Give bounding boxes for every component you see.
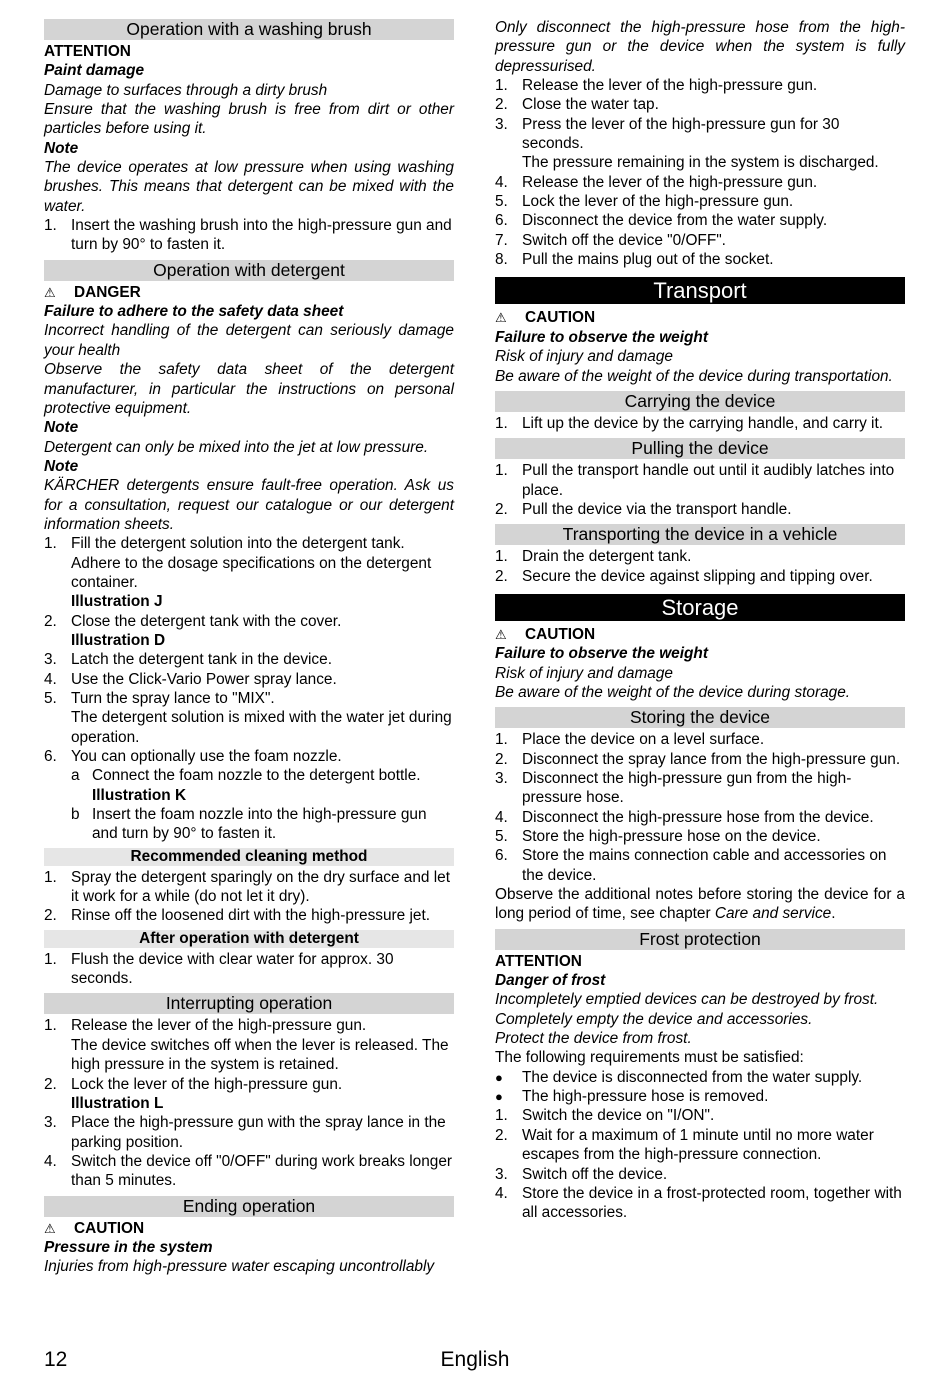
left-column — [44, 18, 454, 1277]
heading-frost: Frost protection — [495, 929, 905, 950]
step-text: Close the detergent tank with the cover. — [71, 612, 342, 630]
measure-text: Completely empty the device and accessories. — [495, 1010, 813, 1028]
list-item — [495, 500, 905, 519]
step-number: 4. — [44, 1152, 57, 1170]
caution-label — [44, 1219, 454, 1238]
storing-note-end: . — [831, 905, 836, 923]
list-item — [495, 1106, 905, 1125]
step-extra: The device switches off when the lever is released. The high pressure in the system is retained. — [71, 1036, 449, 1074]
list-item — [495, 846, 905, 885]
list-item — [495, 750, 905, 769]
list-item — [495, 95, 905, 114]
step-number: 1. — [495, 548, 508, 566]
illustration-ref: Illustration J — [71, 593, 163, 611]
caution-text: CAUTION — [525, 309, 596, 327]
step-text: Use the Click-Vario Power spray lance. — [71, 670, 337, 688]
step-text: Insert the washing brush into the high-pressure gun and turn by 90° to fasten it. — [71, 217, 452, 254]
list-item — [44, 1113, 454, 1152]
illustration-ref: Illustration D — [71, 631, 166, 649]
step-number: 1. — [44, 535, 57, 553]
storing-note-text: Observe the additional notes before storing the device for a long period of time, see chapter — [495, 886, 905, 923]
heading-vehicle: Transporting the device in a vehicle — [495, 524, 905, 545]
warning-triangle-icon: ⚠ — [495, 626, 507, 642]
step-text: Store the mains connection cable and accessories on the device. — [522, 847, 887, 884]
danger-label — [44, 283, 454, 302]
step-number: 3. — [495, 115, 508, 133]
list-item — [495, 250, 905, 269]
illustration-ref: Illustration L — [71, 1094, 164, 1112]
warning-triangle-icon: ⚠ — [495, 310, 507, 326]
step-number: 1. — [495, 414, 508, 432]
bullet-icon: ● — [495, 1089, 503, 1105]
step-number: 1. — [44, 217, 57, 235]
heading-transport: Transport — [495, 277, 905, 304]
step-number: 1. — [44, 950, 57, 968]
note-label: Note — [44, 139, 79, 157]
measure-text: Be aware of the weight of the device during storage. — [495, 683, 851, 701]
list-item — [44, 650, 454, 669]
step-number: 1. — [495, 731, 508, 749]
list-item — [495, 567, 905, 586]
list-item — [44, 670, 454, 689]
list-item — [495, 461, 905, 500]
step-number: 2. — [44, 907, 57, 925]
step-text: Place the device on a level surface. — [522, 731, 765, 749]
list-item — [495, 414, 905, 433]
list-item — [495, 231, 905, 250]
hazard-text: Failure to observe the weight — [495, 328, 708, 346]
step-number: 6. — [44, 748, 57, 766]
heading-after-detergent: After operation with detergent — [44, 930, 454, 948]
list-item — [495, 1184, 905, 1223]
step-number: 3. — [44, 651, 57, 669]
note-text: KÄRCHER detergents ensure fault-free operation. Ask us for a consultation, request our catalogue or our detergent information sheets. — [44, 477, 454, 533]
step-number: 4. — [495, 173, 508, 191]
step-text: Fill the detergent solution into the detergent tank. — [71, 535, 405, 553]
list-item — [495, 827, 905, 846]
step-text: Latch the detergent tank in the device. — [71, 651, 332, 669]
consequence-text: Damage to surfaces through a dirty brush — [44, 81, 328, 99]
step-text: Spray the detergent sparingly on the dry surface and let it work for a while (do not let it dry). — [71, 868, 451, 906]
list-item — [44, 906, 454, 925]
step-number: 2. — [495, 567, 508, 585]
attention-label: ATTENTION — [44, 43, 131, 60]
sub-letter: b — [71, 806, 80, 824]
step-number: 4. — [495, 808, 508, 826]
list-item — [495, 769, 905, 808]
sub-text: Insert the foam nozzle into the high-pressure gun and turn by 90° to fasten it. — [92, 806, 427, 843]
step-text: Switch off the device. — [522, 1165, 668, 1183]
note-text: Detergent can only be mixed into the jet at low pressure. — [44, 438, 429, 456]
illustration-ref: Illustration K — [92, 786, 187, 804]
step-number: 2. — [44, 612, 57, 630]
step-text: Switch off the device "0/OFF". — [522, 231, 726, 249]
step-extra: The pressure remaining in the system is discharged. — [522, 154, 879, 172]
step-text: Press the lever of the high-pressure gun for 30 seconds. — [522, 115, 840, 153]
list-item — [44, 612, 454, 631]
danger-text: DANGER — [74, 283, 141, 301]
bullet-text: The device is disconnected from the water supply. — [522, 1068, 863, 1086]
consequence-text: Risk of injury and damage — [495, 348, 673, 366]
step-text: Turn the spray lance to "MIX". — [71, 690, 275, 707]
step-number: 5. — [495, 193, 508, 211]
step-number: 2. — [495, 1126, 508, 1144]
step-number: 4. — [44, 670, 57, 688]
heading-storing: Storing the device — [495, 707, 905, 728]
list-item — [495, 1087, 905, 1106]
step-text: Lock the lever of the high-pressure gun. — [522, 193, 794, 211]
step-extra: The detergent solution is mixed with the water jet during operation. — [71, 709, 452, 746]
sub-letter: a — [71, 767, 80, 785]
step-number: 1. — [44, 868, 57, 886]
list-item — [495, 115, 905, 154]
list-item — [44, 216, 454, 255]
right-column — [495, 18, 905, 1223]
step-number: 2. — [495, 500, 508, 518]
list-item — [44, 868, 454, 907]
step-number: 6. — [495, 847, 508, 865]
step-text: Release the lever of the high-pressure gun. — [522, 77, 818, 95]
step-number: 7. — [495, 231, 508, 249]
hazard-text: Failure to adhere to the safety data sheet — [44, 303, 344, 321]
measure-text: Only disconnect the high-pressure hose from the high-pressure gun or the device when the system is fully depressurised. — [495, 19, 905, 75]
heading-interrupting: Interrupting operation — [44, 993, 454, 1014]
list-item — [44, 950, 454, 989]
caution-text: CAUTION — [74, 1219, 145, 1237]
consequence-text: Incompletely emptied devices can be destroyed by frost. — [495, 991, 879, 1009]
heading-carrying: Carrying the device — [495, 391, 905, 412]
list-item — [495, 547, 905, 566]
step-text: Secure the device against slipping and tipping over. — [522, 567, 873, 585]
list-item — [44, 747, 454, 766]
heading-recommended: Recommended cleaning method — [44, 848, 454, 866]
step-text: Store the device in a frost-protected room, together with all accessories. — [522, 1184, 902, 1222]
hazard-text: Failure to observe the weight — [495, 645, 708, 663]
step-text: Pull the transport handle out until it audibly latches into place. — [522, 462, 895, 499]
sub-text: Connect the foam nozzle to the detergent bottle. — [92, 767, 421, 785]
sub-item — [44, 766, 454, 785]
heading-storage: Storage — [495, 594, 905, 621]
step-number: 1. — [44, 1017, 57, 1035]
requirements-text: The following requirements must be satisfied: — [495, 1049, 804, 1067]
bullet-icon: ● — [495, 1069, 503, 1085]
step-text: Disconnect the high-pressure gun from the high-pressure hose. — [522, 769, 852, 807]
list-item — [44, 689, 454, 708]
step-text: Switch the device on "I/ON". — [522, 1107, 715, 1125]
heading-ending: Ending operation — [44, 1196, 454, 1217]
caution-text: CAUTION — [525, 625, 596, 643]
step-text: Disconnect the device from the water supply. — [522, 212, 828, 230]
step-text: Release the lever of the high-pressure gun. — [522, 173, 818, 191]
step-number: 8. — [495, 251, 508, 269]
list-item — [495, 808, 905, 827]
step-text: Release the lever of the high-pressure gun. — [71, 1017, 367, 1035]
hazard-text: Paint damage — [44, 62, 145, 80]
step-text: Disconnect the spray lance from the high-pressure gun. — [522, 750, 901, 768]
list-item — [44, 1016, 454, 1035]
step-number: 2. — [44, 1075, 57, 1093]
step-number: 1. — [495, 1107, 508, 1125]
caution-label — [495, 308, 905, 327]
list-item — [495, 76, 905, 95]
step-text: You can optionally use the foam nozzle. — [71, 748, 342, 766]
hazard-text: Pressure in the system — [44, 1238, 213, 1256]
list-item — [495, 211, 905, 230]
list-item — [495, 1126, 905, 1165]
warning-triangle-icon: ⚠ — [44, 284, 56, 300]
measure-text: Be aware of the weight of the device during transportation. — [495, 367, 893, 385]
note-label: Note — [44, 457, 79, 475]
hazard-text: Danger of frost — [495, 972, 606, 990]
step-number: 4. — [495, 1184, 508, 1202]
step-number: 6. — [495, 212, 508, 230]
note-label: Note — [44, 419, 79, 437]
storing-note — [495, 885, 905, 924]
heading-pulling: Pulling the device — [495, 438, 905, 459]
list-item — [495, 1068, 905, 1087]
step-text: Pull the mains plug out of the socket. — [522, 251, 774, 269]
step-number: 2. — [495, 750, 508, 768]
step-text: Wait for a maximum of 1 minute until no more water escapes from the high-pressure connection. — [522, 1126, 874, 1164]
step-number: 3. — [44, 1114, 57, 1132]
list-item — [44, 534, 454, 553]
step-text: Pull the device via the transport handle. — [522, 500, 792, 518]
step-text: Rinse off the loosened dirt with the high-pressure jet. — [71, 907, 431, 925]
step-number: 3. — [495, 1165, 508, 1183]
consequence-text: Risk of injury and damage — [495, 664, 673, 682]
measure-text: Protect the device from frost. — [495, 1030, 692, 1048]
heading-detergent: Operation with detergent — [44, 260, 454, 281]
list-item — [44, 1152, 454, 1191]
measure-text: Ensure that the washing brush is free from dirt or other particles before using it. — [44, 101, 454, 138]
list-item — [495, 730, 905, 749]
list-item — [495, 173, 905, 192]
bullet-text: The high-pressure hose is removed. — [522, 1088, 769, 1106]
step-text: Lock the lever of the high-pressure gun. — [71, 1075, 343, 1093]
step-extra: Adhere to the dosage specifications on the detergent container. — [71, 554, 432, 591]
consequence-text: Incorrect handling of the detergent can seriously damage your health — [44, 322, 454, 359]
chapter-reference: Care and service — [714, 905, 832, 923]
step-number: 3. — [495, 769, 508, 787]
step-text: Close the water tap. — [522, 96, 659, 114]
list-item — [495, 192, 905, 211]
step-number: 1. — [495, 77, 508, 95]
note-text: The device operates at low pressure when using washing brushes. This means that detergent can be mixed with the water. — [44, 159, 454, 215]
attention-label: ATTENTION — [495, 952, 582, 970]
heading-washing-brush: Operation with a washing brush — [44, 19, 454, 40]
warning-triangle-icon: ⚠ — [44, 1220, 56, 1236]
step-text: Flush the device with clear water for approx. 30 seconds. — [71, 950, 394, 988]
caution-label — [495, 625, 905, 644]
step-text: Switch the device off "0/OFF" during work breaks longer than 5 minutes. — [71, 1152, 453, 1190]
step-text: Drain the detergent tank. — [522, 548, 692, 566]
step-text: Place the high-pressure gun with the spray lance in the parking position. — [71, 1114, 446, 1151]
page-number: 12 — [44, 1348, 68, 1371]
sub-item — [44, 805, 454, 844]
step-text: Store the high-pressure hose on the device. — [522, 828, 821, 845]
list-item — [495, 1165, 905, 1184]
step-text: Lift up the device by the carrying handle, and carry it. — [522, 414, 884, 432]
consequence-text: Injuries from high-pressure water escaping uncontrollably — [44, 1258, 435, 1276]
step-number: 5. — [495, 828, 508, 845]
step-text: Disconnect the high-pressure hose from the device. — [522, 808, 874, 826]
step-number: 1. — [495, 462, 508, 480]
measure-text: Observe the safety data sheet of the detergent manufacturer, in particular the instructions on personal protective equipment. — [44, 361, 454, 417]
step-number: 2. — [495, 96, 508, 114]
language-label: English — [440, 1348, 510, 1371]
step-number: 5. — [44, 690, 57, 707]
list-item — [44, 1075, 454, 1094]
